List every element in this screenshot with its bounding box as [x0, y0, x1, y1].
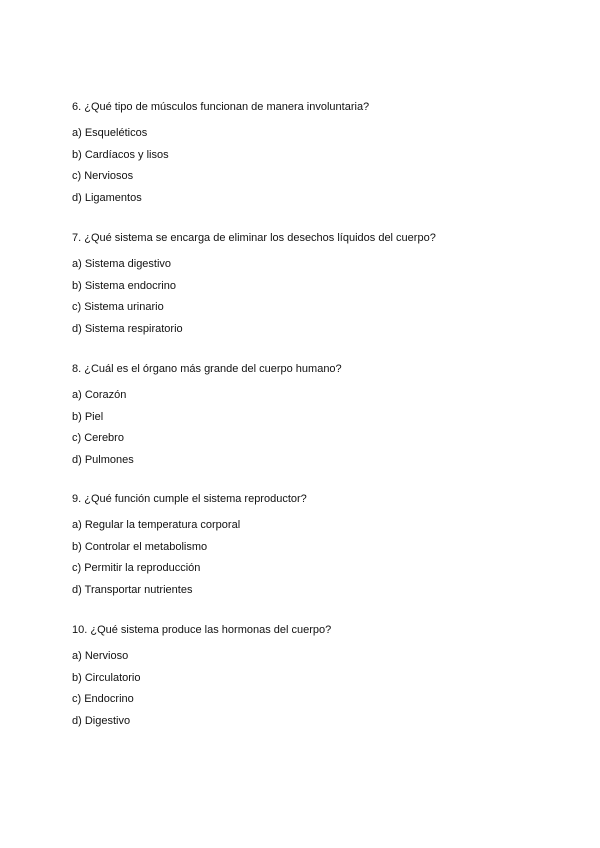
option-b: b) Controlar el metabolismo: [72, 540, 208, 553]
option-a: a) Corazón: [72, 389, 127, 401]
option-d: d) Ligamentos: [72, 191, 142, 204]
question-8: [72, 362, 552, 467]
options-list: [72, 126, 552, 205]
option-b: b) Cardíacos y lisos: [72, 148, 169, 161]
question-text: 10. ¿Qué sistema produce las hormonas del cuerpo?: [72, 624, 332, 636]
options-list: [72, 649, 552, 728]
option-b: b) Piel: [72, 410, 104, 423]
option-d: d) Sistema respiratorio: [72, 322, 183, 335]
options-list: [72, 257, 552, 336]
question-text: 8. ¿Cuál es el órgano más grande del cuerpo humano?: [72, 363, 342, 375]
option-d: d) Pulmones: [72, 453, 134, 466]
option-d: d) Digestivo: [72, 714, 131, 727]
option-a: a) Esqueléticos: [72, 127, 148, 139]
option-c: c) Endocrino: [72, 693, 134, 705]
option-c: c) Nerviosos: [72, 170, 134, 182]
question-text: 9. ¿Qué función cumple el sistema reproductor?: [72, 493, 307, 505]
options-list: [72, 518, 552, 597]
option-a: a) Regular la temperatura corporal: [72, 519, 241, 531]
question-7: [72, 231, 552, 336]
option-c: c) Permitir la reproducción: [72, 562, 201, 574]
option-b: b) Circulatorio: [72, 671, 141, 684]
option-c: c) Sistema urinario: [72, 301, 164, 313]
option-b: b) Sistema endocrino: [72, 279, 176, 292]
question-9: [72, 492, 552, 597]
question-text: 7. ¿Qué sistema se encarga de eliminar los desechos líquidos del cuerpo?: [72, 232, 436, 244]
question-6: [72, 100, 552, 205]
options-list: [72, 388, 552, 467]
question-10: [72, 623, 552, 728]
question-text: 6. ¿Qué tipo de músculos funcionan de manera involuntaria?: [72, 101, 370, 113]
option-d: d) Transportar nutrientes: [72, 583, 193, 596]
option-a: a) Sistema digestivo: [72, 258, 172, 270]
option-a: a) Nervioso: [72, 650, 129, 662]
option-c: c) Cerebro: [72, 432, 124, 444]
